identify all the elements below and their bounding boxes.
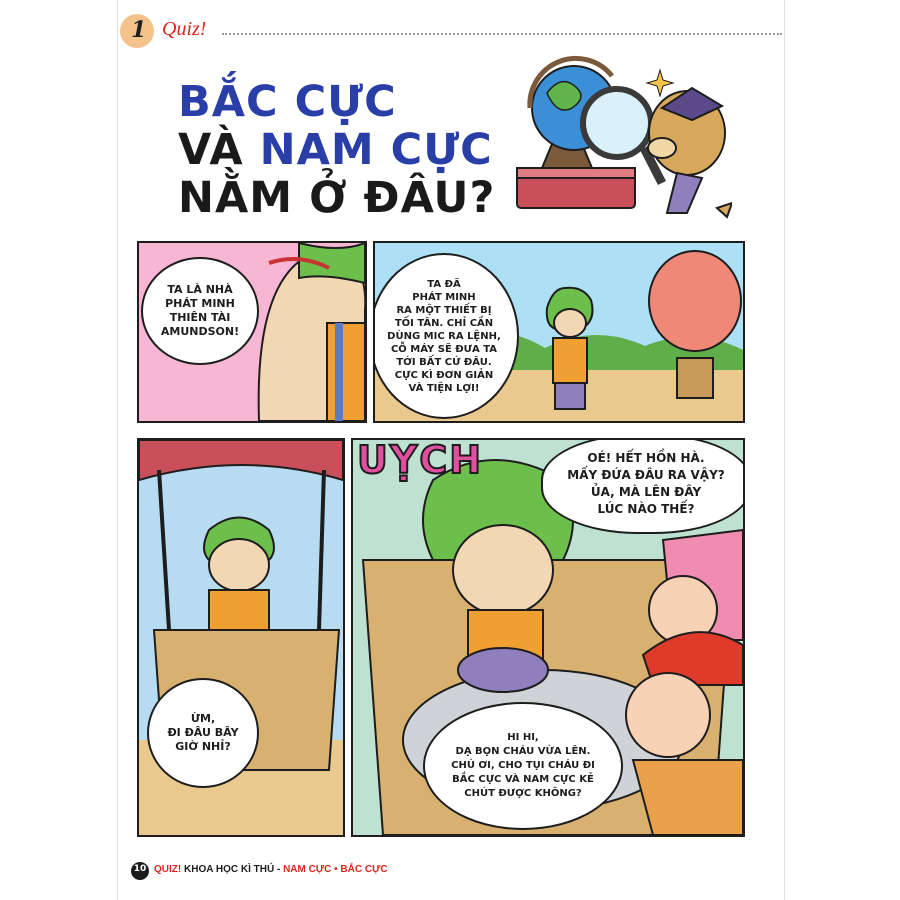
speech-bubble-panel-2: TA ĐÃ PHÁT MINH RA MỘT THIẾT BỊ TỐI TÂN. CHỈ CẦN DÙNG MIC RA LỆNH, CỖ MÁY SẼ ĐƯA TA TỚI BẤT CỨ ĐÂU. CỰC KÌ ĐƠN GIẢN VÀ TIỆN LỢI! <box>373 253 519 419</box>
title-line-2-highlight: NAM CỰC <box>259 125 493 175</box>
title-line-2 <box>178 126 495 174</box>
footer-series-title <box>154 864 388 875</box>
header-divider <box>222 33 782 35</box>
speech-bubble-panel-4-top: OÉ! HẾT HỒN HÀ. MẤY ĐỨA ĐÂU RA VẬY? ỦA, MÀ LÊN ĐÂY LÚC NÀO THẾ? <box>541 438 745 534</box>
speech-bubble-panel-1: TA LÀ NHÀ PHÁT MINH THIÊN TÀI AMUNDSON! <box>141 257 259 365</box>
title-line-3: NẰM Ở ĐÂU? <box>178 173 496 223</box>
title-line-2-prefix: VÀ <box>178 125 260 175</box>
sound-effect-text: UỴCH <box>357 438 484 482</box>
page-number: 10 <box>133 864 147 874</box>
quiz-logo: Quiz! <box>162 18 207 40</box>
footer-series: KHOA HỌC KÌ THÚ - <box>181 864 284 875</box>
speech-bubble-panel-4-bottom: HI HI, DẠ BỌN CHÁU VỪA LÊN. CHÚ ƠI, CHO TỤI CHÁU ĐI BẮC CỰC VÀ NAM CỰC KẺ CHÚT ĐƯỢC KHÔNG? <box>423 702 623 830</box>
footer-topic: NAM CỰC • BẮC CỰC <box>283 864 388 875</box>
comic-panel-3 <box>137 438 345 837</box>
page-title <box>178 78 495 222</box>
globe-magnifier-illustration <box>512 48 732 228</box>
title-line-1: BẮC CỰC <box>178 77 397 127</box>
speech-bubble-panel-3: ỪM, ĐI ĐÂU BÂY GIỜ NHỈ? <box>147 678 259 788</box>
chapter-number: 1 <box>131 17 147 43</box>
comic-panel-2 <box>373 241 745 423</box>
comic-panel-4 <box>351 438 745 837</box>
footer-quiz: QUIZ! <box>154 864 182 875</box>
comic-panel-1 <box>137 241 367 423</box>
